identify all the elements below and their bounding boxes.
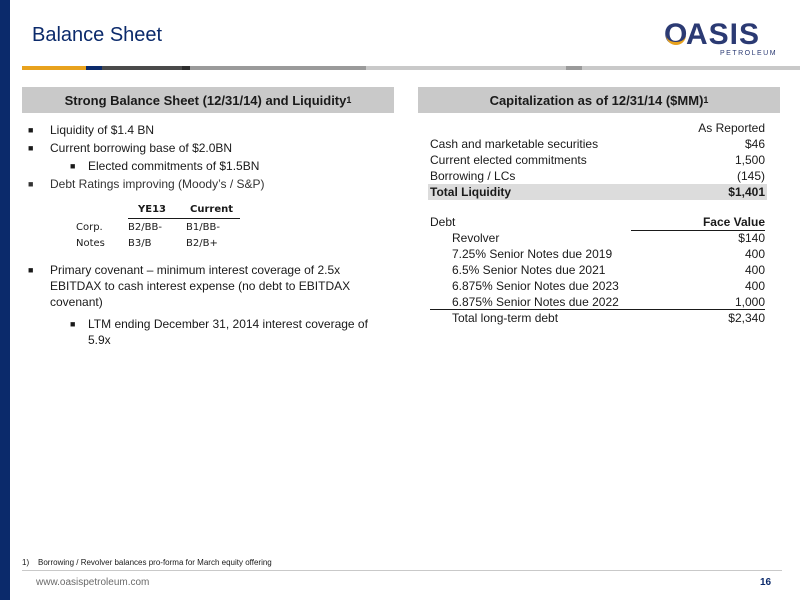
- oasis-logo: [664, 18, 776, 58]
- logo-subtitle: PETROLEUM: [720, 50, 778, 57]
- logo-letter: O: [664, 18, 688, 51]
- row-value: 400: [744, 263, 765, 277]
- footnote: 1) Borrowing / Revolver balances pro-forma for March equity offering: [22, 558, 272, 567]
- row-label: 7.25% Senior Notes due 2019: [452, 247, 613, 261]
- as-reported-label: As Reported: [698, 121, 765, 135]
- row-value: $140: [738, 231, 765, 245]
- as-reported-header: [430, 120, 765, 136]
- right-panel-header-sup: 1: [703, 95, 709, 105]
- bullet-text: Debt Ratings improving (Moody’s / S&P): [50, 177, 265, 191]
- page-number: 16: [760, 577, 772, 588]
- stripe-segment: [22, 66, 86, 70]
- row-value: 1,500: [734, 153, 765, 167]
- right-panel-header-text: Capitalization as of 12/31/14 ($MM): [489, 92, 704, 108]
- left-panel-header-sup: 1: [346, 95, 352, 105]
- stripe-segment: [566, 66, 582, 70]
- table-row: [430, 262, 765, 278]
- footer-website: www.oasispetroleum.com: [36, 577, 150, 588]
- bullet-square-icon: ■: [70, 319, 76, 329]
- row-label: Total Liquidity: [430, 185, 512, 199]
- row-label: 6.5% Senior Notes due 2021: [452, 263, 606, 277]
- bullet-item: [28, 176, 393, 193]
- table-row: [430, 230, 765, 246]
- bullet-square-icon: ■: [70, 161, 76, 171]
- row-value: $1,401: [728, 185, 765, 199]
- bullet-square-icon: ■: [28, 179, 34, 189]
- stripe-segment: [582, 66, 800, 70]
- total-debt-row: [430, 310, 765, 326]
- bullet-text: Primary covenant – minimum interest coverage of 2.5x EBITDAX to cash interest expense (no debt to EBITDAX covenant): [50, 263, 351, 309]
- bullet-item: [28, 122, 393, 139]
- bullet-text: Liquidity of $1.4 BN: [50, 123, 155, 137]
- row-label: Current elected commitments: [430, 153, 587, 167]
- bullet-item: [28, 140, 393, 157]
- total-liquidity-row: [428, 184, 767, 200]
- page-title: Balance Sheet: [32, 24, 163, 46]
- ratings-cell: B1/BB-: [186, 222, 220, 233]
- bullet-square-icon: ■: [28, 265, 34, 275]
- table-row: [430, 246, 765, 262]
- row-label: 6.875% Senior Notes due 2023: [452, 279, 619, 293]
- row-label: Revolver: [452, 231, 500, 245]
- bullet-item: [28, 262, 393, 310]
- stripe-segment: [86, 66, 102, 70]
- bullet-text: LTM ending December 31, 2014 interest coverage of 5.9x: [88, 317, 368, 347]
- ratings-cell: B2/BB-: [128, 222, 162, 233]
- table-row: [430, 136, 765, 152]
- table-row: [430, 294, 765, 310]
- ratings-row-label: Corp.: [76, 222, 103, 233]
- row-value: (145): [736, 169, 765, 183]
- bullet-square-icon: ■: [28, 125, 34, 135]
- table-row: [430, 152, 765, 168]
- row-label: Borrowing / LCs: [430, 169, 516, 183]
- debt-label: Debt: [430, 215, 456, 229]
- bullet-square-icon: ■: [28, 143, 34, 153]
- row-label: Cash and marketable securities: [430, 137, 599, 151]
- left-bullet-list: [28, 122, 393, 194]
- row-value: 400: [744, 279, 765, 293]
- right-panel-header: [418, 87, 780, 113]
- bullet-text: Current borrowing base of $2.0BN: [50, 141, 233, 155]
- bullet-item: [28, 158, 393, 175]
- ratings-cell: B3/B: [128, 238, 152, 249]
- row-value: $46: [744, 137, 765, 151]
- row-label: 6.875% Senior Notes due 2022: [452, 295, 619, 309]
- bullet-text: Elected commitments of $1.5BN: [88, 159, 260, 173]
- covenant-bullet-list: [28, 262, 393, 349]
- ratings-col-current: Current: [190, 204, 234, 215]
- stripe-segment: [102, 66, 182, 70]
- ratings-header-underline: [128, 218, 240, 219]
- stripe-segment: [182, 66, 190, 70]
- footer-divider: [22, 570, 782, 571]
- row-value: 400: [744, 247, 765, 261]
- ratings-col-ye13: YE13: [138, 204, 166, 215]
- ratings-cell: B2/B+: [186, 238, 218, 249]
- left-accent-bar: [0, 0, 10, 600]
- ratings-row-label: Notes: [76, 238, 105, 249]
- left-panel-header: [22, 87, 394, 113]
- table-row: [430, 168, 765, 184]
- logo-word: ASIS: [686, 18, 761, 51]
- stripe-segment: [366, 66, 566, 70]
- row-value: 1,000: [734, 295, 765, 309]
- left-panel-header-text: Strong Balance Sheet (12/31/14) and Liquidity: [64, 92, 347, 108]
- bullet-item: [28, 316, 393, 348]
- row-label: Total long-term debt: [452, 311, 559, 325]
- debt-header-row: [430, 214, 765, 230]
- row-value: $2,340: [728, 311, 765, 325]
- stripe-segment: [190, 66, 366, 70]
- face-value-label: Face Value: [631, 214, 765, 231]
- table-row: [430, 278, 765, 294]
